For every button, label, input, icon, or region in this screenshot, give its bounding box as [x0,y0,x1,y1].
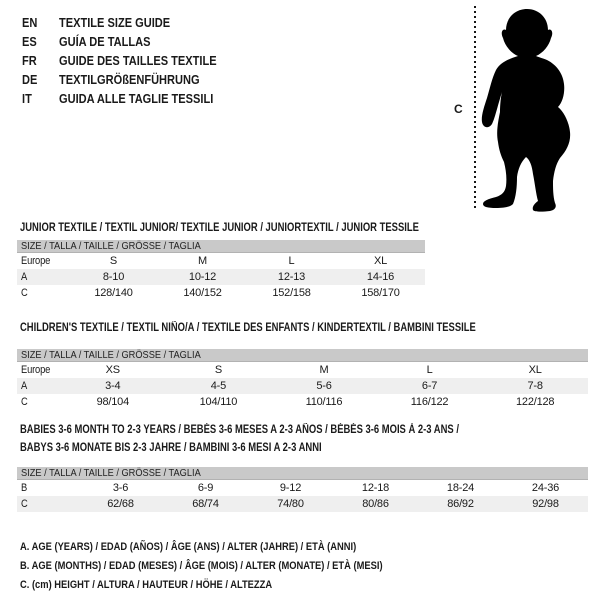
table-row-b [17,480,588,496]
size-header-bar [17,349,588,362]
size-cell: S [214,364,222,376]
size-cell: 128/140 [94,287,133,299]
size-cell: 140/152 [183,287,222,299]
table-row-c [17,496,588,512]
language-code-text: EN [22,15,38,30]
row-label [17,271,69,283]
size-cell: 6-9 [197,482,214,494]
note-c: C. (cm) HEIGHT / ALTURA / HAUTEUR / HÖHE / ALTEZZA [20,579,273,591]
size-cell: 80/86 [362,498,389,510]
size-cell: 68/74 [192,498,219,510]
size-header-text: SIZE / TALLA / TAILLE / GRÖSSE / TAGLIA [21,240,201,252]
language-title: GUÍA DE TALLAS [59,34,151,49]
size-cell: 116/122 [410,396,449,408]
size-cell: 152/158 [272,287,311,299]
size-cell: XL [528,364,542,376]
size-cell: 12-18 [361,482,390,494]
row-label-text: B [21,482,28,494]
junior-size-table [17,240,425,301]
size-cell: 6-7 [421,380,438,392]
size-cell: M [319,364,329,376]
size-cell: 3-4 [105,380,121,392]
table-row-c [17,394,588,410]
section-title-junior: JUNIOR TEXTILE / TEXTIL JUNIOR/ TEXTILE JUNIOR / JUNIORTEXTIL / JUNIOR TESSILE [20,222,419,234]
row-label-text: A [21,380,28,392]
size-header-text: SIZE / TALLA / TAILLE / GRÖSSE / TAGLIA [21,349,201,361]
row-label-text: A [21,271,28,283]
row-label [17,498,78,510]
language-code [22,15,59,30]
table-row-a [17,269,425,285]
note-a: A. AGE (YEARS) / EDAD (AÑOS) / ÂGE (ANS) / ALTER (JAHRE) / ETÀ (ANNI) [20,541,357,553]
size-cell: 4-5 [210,380,227,392]
table-row-a [17,378,588,394]
height-label-c: C [454,102,463,116]
language-list [22,13,244,108]
size-cell: 158/170 [361,287,400,299]
size-cell: 10-12 [188,271,217,283]
row-label [17,287,69,299]
language-code [22,91,59,106]
size-cell: 86/92 [447,498,474,510]
size-cell: 7-8 [527,380,543,392]
language-title: TEXTILE SIZE GUIDE [59,15,171,30]
table-row-c [17,285,425,301]
row-label-text: Europe [21,364,51,376]
size-header-bar [17,240,425,253]
size-cell: L [426,364,433,376]
size-cell: 122/128 [515,396,555,408]
row-label [17,380,60,392]
size-cell: 5-6 [316,380,332,392]
size-cell: 14-16 [366,271,395,283]
size-cell: 8-10 [102,271,125,283]
size-cell: 24-36 [531,482,560,494]
section-title-babies-line2: BABYS 3-6 MONATE BIS 2-3 JAHRE / BAMBINI 3-6 MESI A 2-3 ANNI [20,442,322,454]
language-code [22,53,59,68]
language-code [22,72,59,87]
table-row-europe [17,253,425,269]
row-label-text: C [21,498,28,510]
size-header-bar [17,467,588,480]
row-label [17,482,78,494]
size-cell: 62/68 [107,498,134,510]
size-cell: 104/110 [199,396,238,408]
size-cell: 18-24 [446,482,475,494]
section-title-babies-line1: BABIES 3-6 MONTH TO 2-3 YEARS / BEBÉS 3-6 MESES A 2-3 AÑOS / BÉBÉS 3-6 MOIS À 2-3 ANS / [20,424,459,436]
row-label [17,364,60,376]
children-size-table [17,349,588,410]
row-label [17,255,69,267]
size-cell: 74/80 [277,498,304,510]
language-code-text: FR [22,53,37,68]
size-cell: 12-13 [277,271,306,283]
language-code-text: DE [22,72,38,87]
note-b: B. AGE (MONTHS) / EDAD (MESES) / ÂGE (MOIS) / ALTER (MONATE) / ETÀ (MESI) [20,560,383,572]
size-header-text: SIZE / TALLA / TAILLE / GRÖSSE / TAGLIA [21,467,201,479]
babies-size-table [17,467,588,512]
table-row-europe [17,362,588,378]
size-cell: 3-6 [112,482,129,494]
size-cell: 98/104 [96,396,130,408]
language-code [22,34,59,49]
language-row [22,89,244,108]
language-row [22,32,244,51]
row-label-text: C [21,396,28,408]
size-cell: 92/98 [532,498,559,510]
language-row [22,70,244,89]
section-title-children: CHILDREN'S TEXTILE / TEXTIL NIÑO/A / TEXTILE DES ENFANTS / KINDERTEXTIL / BAMBINI TESSILE [20,322,476,334]
row-label-text: Europe [21,255,51,267]
size-cell: 110/116 [305,396,343,408]
language-title: GUIDA ALLE TAGLIE TESSILI [59,91,214,106]
language-code-text: ES [22,34,37,49]
size-cell: 9-12 [279,482,302,494]
row-label-text: C [21,287,28,299]
baby-figure [450,4,595,212]
section-title-babies [20,421,459,457]
language-title: GUIDE DES TAILLES TEXTILE [59,53,217,68]
size-cell: S [109,255,118,267]
language-title: TEXTILGRÖßENFÜHRUNG [59,72,200,87]
footnotes [20,538,447,595]
language-code-text: IT [22,91,32,106]
size-cell: M [198,255,207,267]
size-cell: XL [373,255,388,267]
size-cell: XS [105,364,120,376]
baby-silhouette-icon [472,4,595,212]
language-row [22,51,244,70]
row-label [17,396,60,408]
size-cell: L [288,255,295,267]
language-row [22,13,244,32]
